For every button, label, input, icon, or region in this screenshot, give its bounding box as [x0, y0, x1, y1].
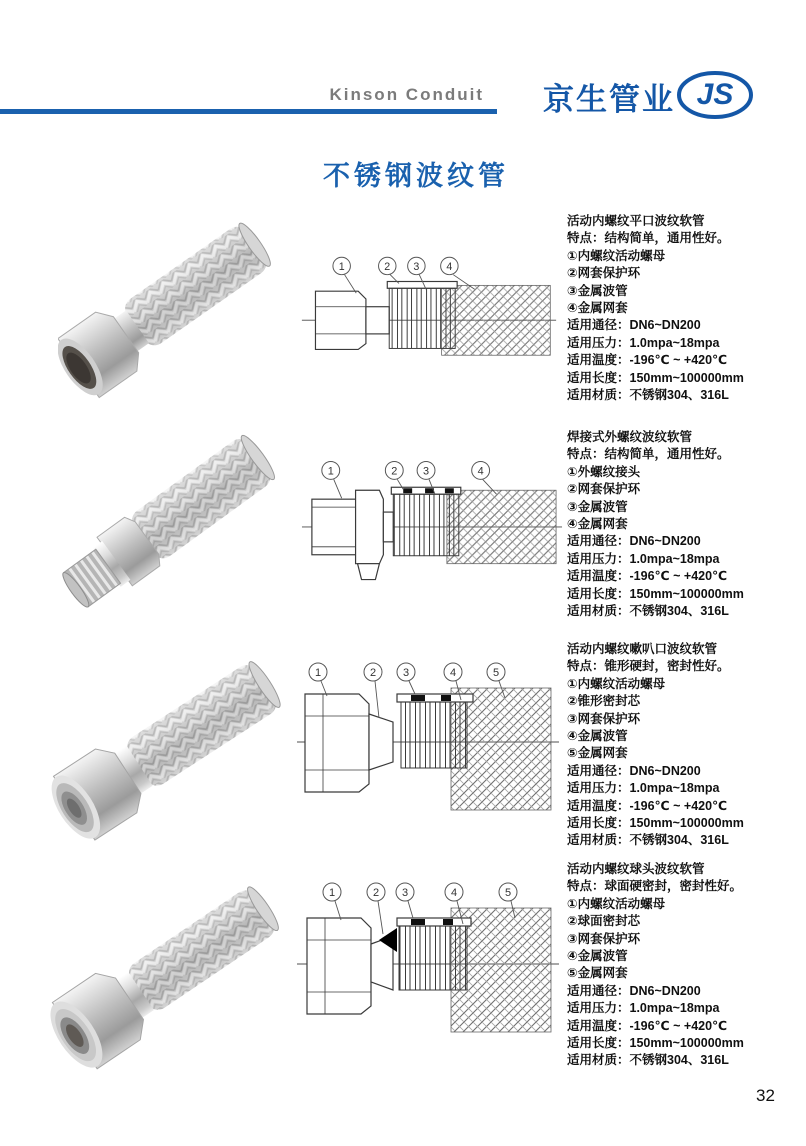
svg-text:4: 4 [446, 260, 453, 273]
part-item: ②球面密封芯 [567, 914, 641, 929]
part-item: ①外螺纹接头 [567, 464, 641, 479]
svg-text:5: 5 [504, 887, 512, 899]
spec-line: 适用长度：150mm~100000mm [567, 816, 744, 831]
svg-text:2: 2 [372, 887, 380, 899]
part-item: ①内螺纹活动螺母 [567, 676, 666, 691]
part-item: ④金属波管 [567, 729, 628, 744]
page-title: 不锈钢波纹管 [323, 161, 509, 191]
svg-text:1: 1 [328, 887, 336, 899]
product-specs [567, 641, 806, 850]
part-item: ②锥形密封芯 [567, 694, 641, 709]
product-feature: 特点：球面硬密封，密封性好。 [567, 879, 743, 894]
spec-line: 适用温度：-196℃ ~ +420℃ [567, 798, 728, 813]
spec-line: 适用温度：-196℃ ~ +420℃ [567, 1018, 728, 1033]
part-item: ②网套保护环 [567, 482, 641, 497]
callout-1 [333, 257, 356, 293]
svg-text:1: 1 [314, 667, 322, 679]
part-item: ⑤金属网套 [567, 966, 628, 981]
part-item: ③网套保护环 [567, 711, 641, 726]
spec-line: 适用通径：DN6~DN200 [567, 983, 701, 998]
product-photo-flat-port-hose [58, 222, 280, 407]
part-item: ①内螺纹活动螺母 [567, 896, 666, 911]
part-item: ④金属波管 [567, 949, 628, 964]
spec-line: 适用压力：1.0mpa~18mpa [567, 335, 720, 350]
product-specs [567, 861, 806, 1070]
callout-3 [396, 883, 414, 918]
product-diagram-flare-port [292, 658, 564, 820]
svg-text:3: 3 [413, 260, 420, 273]
spec-line: 适用压力：1.0mpa~18mpa [567, 551, 720, 566]
product-feature: 特点：结构简单，通用性好。 [567, 231, 730, 246]
part-item: ③金属波管 [567, 499, 628, 514]
product-title: 活动内螺纹球头波纹软管 [567, 862, 705, 876]
spec-line: 适用压力：1.0mpa~18mpa [567, 1001, 720, 1016]
product-title: 活动内螺纹嗽叭口波纹软管 [567, 642, 718, 656]
spec-line: 适用通径：DN6~DN200 [567, 318, 701, 333]
product-title: 焊接式外螺纹波纹软管 [567, 430, 693, 444]
svg-text:1: 1 [338, 260, 345, 273]
brand-name-en: Kinson Conduit [329, 85, 484, 104]
spec-line: 适用材质：不锈钢304、316L [567, 388, 729, 403]
product-feature: 特点：结构简单，通用性好。 [567, 447, 730, 462]
product-diagram-ball-head [292, 878, 564, 1042]
spec-line: 适用长度：150mm~100000mm [567, 370, 744, 385]
svg-text:1: 1 [327, 465, 334, 478]
spec-line: 适用压力：1.0mpa~18mpa [567, 781, 720, 796]
company-logo-icon [676, 70, 754, 120]
spec-line: 适用通径：DN6~DN200 [567, 534, 701, 549]
svg-text:5: 5 [492, 667, 500, 679]
spec-line: 适用材质：不锈钢304、316L [567, 1053, 729, 1068]
part-item: ③金属波管 [567, 283, 628, 298]
spec-line: 适用通径：DN6~DN200 [567, 763, 701, 778]
product-title: 活动内螺纹平口波纹软管 [567, 214, 705, 228]
svg-text:4: 4 [450, 887, 458, 899]
product-photo-ball-head-hose [44, 864, 282, 1071]
part-item: ③网套保护环 [567, 931, 641, 946]
svg-text:2: 2 [369, 667, 377, 679]
product-feature: 特点：锥形硬封，密封性好。 [567, 659, 730, 674]
product-specs [567, 429, 806, 620]
product-specs [567, 213, 806, 404]
callout-3 [397, 663, 415, 694]
part-item: ④金属网套 [567, 517, 628, 532]
callout-2 [379, 257, 399, 283]
svg-text:4: 4 [477, 465, 484, 478]
spec-line: 适用温度：-196℃ ~ +420℃ [567, 353, 728, 368]
spec-line: 适用材质：不锈钢304、316L [567, 833, 729, 848]
callout-2 [385, 461, 403, 489]
product-diagram-welded-male [298, 452, 566, 592]
svg-text:3: 3 [402, 667, 410, 679]
header-divider [0, 109, 497, 114]
page-number: 32 [756, 1086, 775, 1105]
part-item: ②网套保护环 [567, 266, 641, 281]
spec-line: 适用温度：-196℃ ~ +420℃ [567, 569, 728, 584]
product-diagram-flat-port [298, 248, 560, 380]
svg-text:3: 3 [423, 465, 430, 478]
callout-1 [323, 883, 341, 920]
part-item: ⑤金属网套 [567, 746, 628, 761]
svg-text:3: 3 [401, 887, 409, 899]
callout-4 [472, 461, 497, 494]
spec-line: 适用材质：不锈钢304、316L [567, 604, 729, 619]
svg-text:4: 4 [449, 667, 457, 679]
spec-line: 适用长度：150mm~100000mm [567, 586, 744, 601]
brand-name-cn: 京生管业 [543, 82, 675, 117]
part-item: ④金属网套 [567, 301, 628, 316]
logo-monogram: JS [696, 78, 734, 111]
callout-1 [309, 663, 327, 696]
part-item: ①内螺纹活动螺母 [567, 248, 666, 263]
product-photo-male-thread-hose [58, 428, 280, 623]
product-photo-flare-hose [44, 648, 282, 843]
svg-text:2: 2 [391, 465, 398, 478]
svg-text:2: 2 [384, 260, 391, 273]
callout-1 [322, 461, 342, 498]
spec-line: 适用长度：150mm~100000mm [567, 1036, 744, 1051]
